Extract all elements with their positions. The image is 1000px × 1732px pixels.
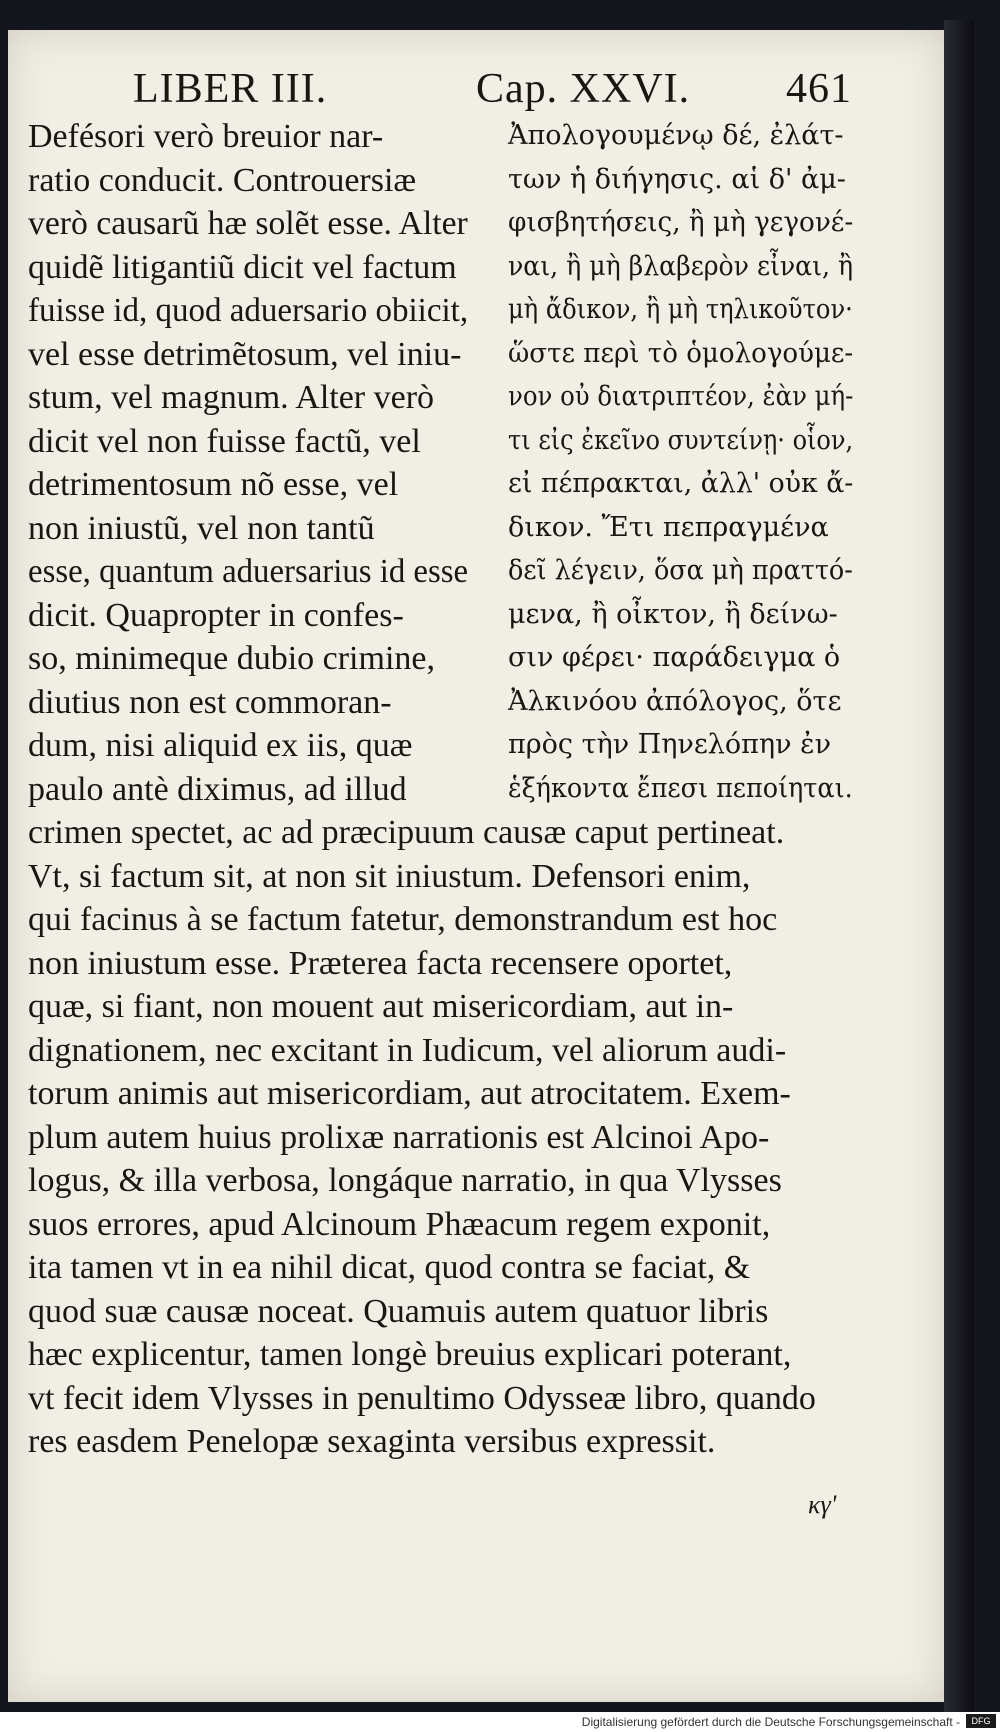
latin-line: vel esse detrimẽtosum, vel iniu- (28, 335, 462, 373)
latin-line: so, minimeque dubio crimine, (28, 640, 435, 677)
text-line: hæc explicentur, tamen longè breuius explicari poterant, (28, 1336, 792, 1373)
latin-line: ratio conducit. Controuersiæ (28, 161, 417, 199)
text-line: ita tamen vt in ea nihil dicat, quod contra se faciat, & (28, 1249, 751, 1286)
latin-line: Defésori verò breuior nar- (28, 118, 384, 155)
latin-line: non iniustũ, vel non tantũ (28, 509, 375, 547)
greek-line: ναι, ἢ μὴ βλαβερὸν εἶναι, ἢ (508, 250, 854, 282)
text-line: dignationem, nec excitant in Iudicum, vel aliorum audi- (28, 1031, 787, 1069)
greek-line: μενα, ἢ οἶκτον, ἢ δείνω- (508, 598, 838, 630)
latin-line: dum, nisi aliquid ex iis, quæ (28, 727, 413, 764)
latin-line: paulo antè diximus, ad illud (28, 770, 407, 808)
greek-line: δικον. Ἔτι πεπραγμένα (508, 511, 829, 543)
greek-line: νον οὐ διατριπτέον, ἐὰν μή- (508, 381, 854, 412)
latin-line: detrimentosum nõ esse, vel (28, 466, 399, 503)
text-line: logus, & illa verbosa, longáque narratio, in qua Vlysses (28, 1162, 782, 1199)
book-page (8, 30, 944, 1702)
latin-line: fuisse id, quod aduersario obiicit, (28, 292, 469, 329)
greek-line: ἑξήκοντα ἔπεσι πεποίηται. (508, 772, 853, 804)
greek-line: δεῖ λέγειν, ὅσα μὴ πραττό- (508, 555, 853, 586)
text-line: torum animis aut misericordiam, aut atrocitatem. Exem- (28, 1075, 791, 1112)
running-head-chapter: Cap. XXVI. (476, 66, 691, 112)
text-line: quæ, si fiant, non mouent aut misericordiam, aut in- (28, 988, 734, 1025)
text-line: suos errores, apud Alcinoum Phæacum regem exponit, (28, 1205, 771, 1243)
greek-line: σιν φέρει· παράδειγμα ὁ (508, 642, 841, 673)
greek-line: μὴ ἄδικον, ἢ μὴ τηλικοῦτον· (508, 294, 853, 325)
greek-line: ὥστε περὶ τὸ ὁμολογούμε- (508, 337, 854, 369)
text-line: quod suæ causæ noceat. Quamuis autem quatuor libris (28, 1292, 769, 1330)
greek-line: Ἀπολογουμένῳ δέ, ἐλάτ- (508, 120, 844, 151)
greek-line: των ἡ διήγησις. αἱ δ' ἀμ- (508, 163, 846, 195)
text-line: vt fecit idem Vlysses in penultimo Odysseæ libro, quando (28, 1379, 816, 1417)
latin-line: quidẽ litigantiũ dicit vel factum (28, 248, 457, 286)
text-line: plum autem huius prolixæ narrationis est Alcinoi Apo- (28, 1118, 770, 1156)
catchword: κγ' (808, 1490, 837, 1519)
text-line: qui facinus à se factum fatetur, demonstrandum est hoc (28, 901, 778, 938)
latin-line: dicit vel non fuisse factũ, vel (28, 422, 421, 460)
footer-bar (0, 1712, 1000, 1732)
greek-line: εἰ πέπρακται, ἀλλ' οὐκ ἄ- (508, 468, 854, 499)
page-number: 461 (786, 66, 852, 112)
greek-line: τι εἰς ἐκεῖνο συντείνῃ· οἷον, (508, 424, 854, 456)
footer-credit: Digitalisierung gefördert durch die Deutsche Forschungsgemeinschaft - (581, 1715, 960, 1729)
latin-line: stum, vel magnum. Alter verò (28, 379, 435, 416)
latin-line: diutius non est commoran- (28, 683, 392, 721)
text-line: crimen spectet, ac ad præcipuum causæ caput pertineat. (28, 814, 785, 851)
text-line: non iniustum esse. Præterea facta recensere oportet, (28, 944, 733, 982)
greek-line: Ἀλκινόου ἀπόλογος, ὅτε (508, 685, 842, 717)
latin-line: verò causarũ hæ solẽt esse. Alter (28, 205, 468, 242)
latin-line: dicit. Quapropter in confes- (28, 596, 404, 634)
text-line: Vt, si factum sit, at non sit iniustum. Defensori enim, (28, 857, 751, 895)
text-line: res easdem Penelopæ sexaginta versibus expressit. (28, 1423, 716, 1460)
greek-line: φισβητήσεις, ἢ μὴ γεγονέ- (508, 207, 854, 238)
latin-line: esse, quantum aduersarius id esse (28, 553, 469, 590)
book-edge-shadow (944, 20, 974, 1712)
greek-line: πρὸς τὴν Πηνελόπην ἐν (508, 729, 831, 760)
running-head-title: LIBER III. (133, 66, 328, 112)
dfg-logo: DFG (966, 1714, 996, 1728)
